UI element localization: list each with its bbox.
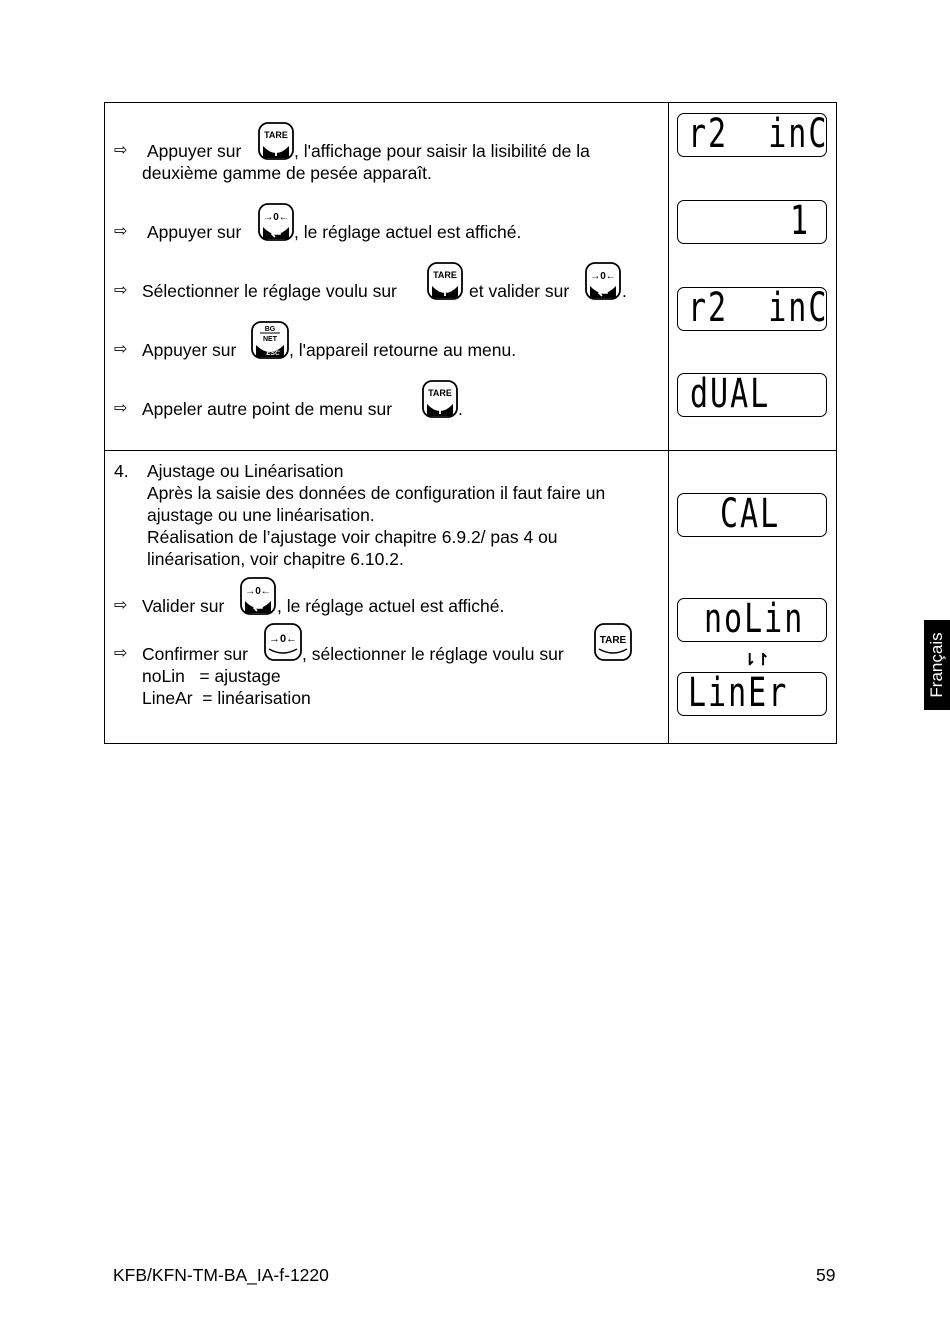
arrow-right-icon: ⇨ (114, 223, 128, 240)
lcd-display (677, 490, 827, 538)
arrow-right-icon: ⇨ (114, 597, 128, 614)
svg-text:→0←: →0← (263, 212, 289, 223)
zero-enter-key-icon (258, 203, 294, 241)
step-3-text-c: . (622, 281, 627, 301)
step-1-text-b: , l'affichage pour saisir la lisibilité de la (294, 141, 590, 161)
lcd-readout: r2 inC (688, 110, 829, 158)
option-linear: LineAr = linéarisation (142, 688, 311, 708)
step-2-text-a: Appuyer sur (147, 222, 242, 242)
step-7-text-a: Confirmer sur (142, 644, 248, 664)
option-nolin: noLin = ajustage (142, 666, 281, 686)
step-2-text-b: , le réglage actuel est affiché. (294, 222, 522, 242)
zero-enter-key-icon (585, 262, 621, 300)
lcd-readout: r2 inC (688, 284, 829, 332)
arrow-right-icon: ⇨ (114, 142, 128, 159)
tare-key-icon (594, 623, 632, 661)
step-6-text-a: Valider sur (142, 596, 225, 616)
svg-text:ESC: ESC (266, 350, 280, 357)
zero-key-icon (264, 623, 302, 661)
lcd-readout: LinEr (688, 669, 789, 717)
instruction-table (104, 102, 837, 744)
language-tab-label: Français (927, 632, 946, 698)
swap-arrows-icon: ⇂↾ (743, 652, 770, 669)
svg-text:TARE: TARE (599, 635, 627, 646)
step-3-text-a: Sélectionner le réglage voulu sur (142, 281, 397, 301)
lcd-readout: noLin (704, 595, 805, 643)
svg-text:TARE: TARE (264, 130, 288, 140)
step-4-text-a: Appuyer sur (142, 340, 237, 360)
step-6-text-b: , le réglage actuel est affiché. (277, 596, 505, 616)
step-4-text-b: , l'appareil retourne au menu. (289, 340, 517, 360)
arrow-right-icon: ⇨ (114, 341, 128, 358)
step-5-text-a: Appeler autre point de menu sur (142, 399, 393, 419)
svg-text:→0←: →0← (268, 633, 298, 645)
lcd-readout: 1 (789, 197, 810, 245)
lcd-display (677, 197, 827, 245)
lcd-readout: dUAL (690, 370, 771, 418)
tare-up-key-icon (258, 122, 294, 160)
svg-text:NET: NET (263, 336, 277, 343)
lcd-display (677, 669, 827, 717)
section-paragraph-line: ajustage ou une linéarisation. (147, 505, 375, 525)
lcd-display (677, 595, 827, 643)
step-5-text-b: . (458, 399, 463, 419)
arrow-right-icon: ⇨ (114, 645, 128, 662)
document-id: KFB/KFN-TM-BA_IA-f-1220 (113, 1265, 329, 1285)
tare-up-key-icon (427, 262, 463, 300)
step-1-text-a: Appuyer sur (147, 141, 242, 161)
arrow-right-icon: ⇨ (114, 282, 128, 299)
step-7-text-b: , sélectionner le réglage voulu sur (302, 644, 564, 664)
step-1-text-c: deuxième gamme de pesée apparaît. (142, 163, 432, 183)
zero-enter-key-icon (240, 577, 276, 615)
section-title: Ajustage ou Linéarisation (147, 461, 344, 481)
section-paragraph-line: Réalisation de l’ajustage voir chapitre 6.9.2/ pas 4 ou (147, 527, 558, 547)
row-divider (105, 450, 836, 451)
lcd-display (677, 284, 829, 332)
svg-text:BG: BG (264, 326, 276, 333)
step-3-text-b: et valider sur (469, 281, 570, 301)
svg-text:TARE: TARE (433, 270, 457, 280)
section-paragraph-line: linéarisation, voir chapitre 6.10.2. (147, 549, 404, 569)
page-number: 59 (816, 1265, 836, 1285)
svg-text:→0←: →0← (245, 586, 271, 597)
column-divider (668, 103, 669, 743)
svg-text:→0←: →0← (590, 271, 616, 282)
tare-up-key-icon (422, 380, 458, 418)
bg-net-esc-key-icon (251, 321, 289, 359)
section-paragraph-line: Après la saisie des données de configuration il faut faire un (147, 483, 606, 503)
arrow-right-icon: ⇨ (114, 400, 128, 417)
svg-text:TARE: TARE (428, 388, 452, 398)
lcd-display (677, 110, 829, 158)
language-tab (924, 620, 950, 710)
step-number: 4. (114, 461, 129, 481)
lcd-readout: CAL (720, 490, 781, 538)
lcd-display (677, 370, 827, 418)
